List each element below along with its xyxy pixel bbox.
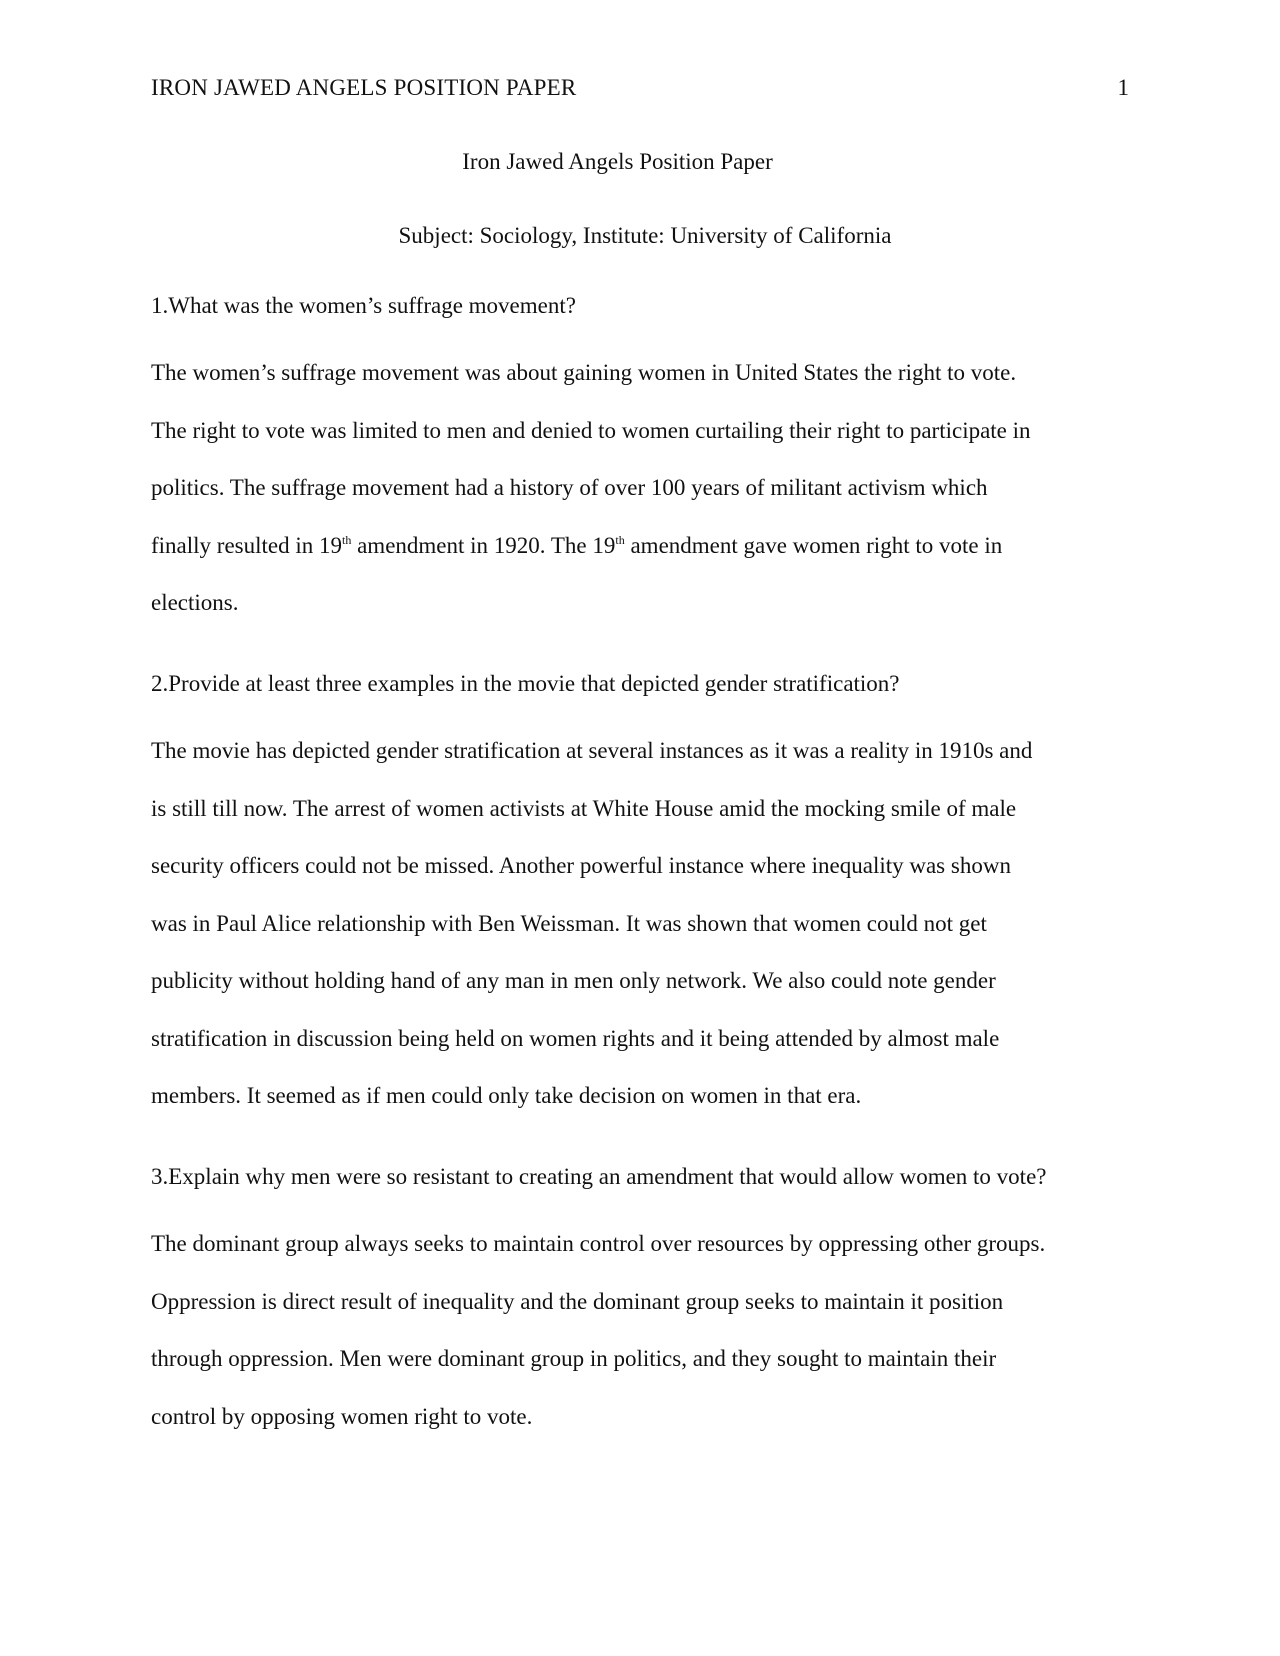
answer-line: Oppression is direct result of inequality and the dominant group seeks to maintain it position	[151, 1288, 1004, 1314]
question-1: 1.What was the women’s suffrage movement?	[151, 293, 576, 318]
answer-line: The movie has depicted gender stratification at several instances as it was a reality in 1910s and	[151, 738, 1033, 763]
page-number: 1	[1117, 75, 1129, 100]
answer-line: elections.	[151, 590, 239, 615]
answer-line: publicity without holding hand of any man in men only network. We also could note gender	[151, 968, 996, 993]
answer-line: members. It seemed as if men could only take decision on women in that era.	[151, 1083, 862, 1108]
ordinal-superscript: th	[615, 532, 625, 547]
answer-line: is still till now. The arrest of women activists at White House amid the mocking smile of male	[151, 795, 1017, 821]
answer-line: The dominant group always seeks to maintain control over resources by oppressing other groups.	[151, 1231, 1046, 1256]
answer-line: was in Paul Alice relationship with Ben Weissman. It was shown that women could not get	[151, 910, 987, 936]
document-title: Iron Jawed Angels Position Paper	[462, 149, 773, 174]
answer-line: The right to vote was limited to men and denied to women curtailing their right to participate in	[151, 417, 1031, 443]
answer-1	[151, 344, 1031, 632]
text-run: finally resulted in 19	[151, 532, 342, 558]
question-3: 3.Explain why men were so resistant to creating an amendment that would allow women to vote?	[151, 1164, 1047, 1189]
question-2: 2.Provide at least three examples in the movie that depicted gender stratification?	[151, 671, 900, 696]
answer-line-with-superscripts	[151, 517, 1031, 575]
text-run: amendment gave women right to vote in	[624, 532, 1003, 558]
ordinal-superscript: th	[342, 532, 352, 547]
answer-line: The women’s suffrage movement was about gaining women in United States the right to vote.	[151, 360, 1017, 385]
running-head: IRON JAWED ANGELS POSITION PAPER	[151, 75, 577, 100]
answer-line: stratification in discussion being held on women rights and it being attended by almost male	[151, 1025, 1000, 1051]
text-run: amendment in 1920. The 19	[351, 532, 616, 558]
document-subtitle: Subject: Sociology, Institute: University of California	[398, 223, 892, 248]
answer-line: security officers could not be missed. Another powerful instance where inequality was shown	[151, 853, 1011, 878]
answer-3	[151, 1215, 1045, 1445]
answer-line: politics. The suffrage movement had a history of over 100 years of militant activism which	[151, 475, 988, 500]
answer-line: through oppression. Men were dominant group in politics, and they sought to maintain their	[151, 1346, 997, 1371]
answer-line: control by opposing women right to vote.	[151, 1403, 533, 1429]
answer-2	[151, 722, 1032, 1125]
